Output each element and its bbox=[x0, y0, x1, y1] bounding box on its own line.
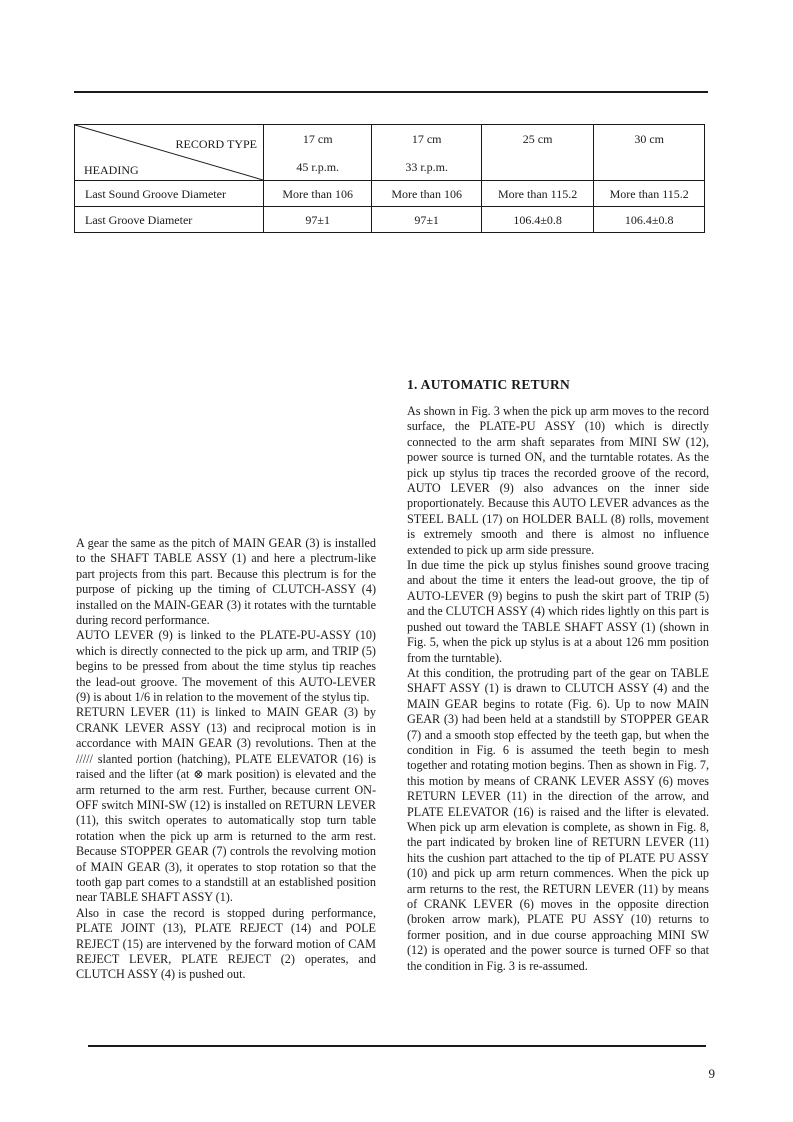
paragraph: At this condition, the protruding part of the gear on TABLE SHAFT ASSY (1) is drawn to CLUTCH ASSY (4) and the MAIN GEAR begins to rotate (Fig. 6). Up to now MAIN GEAR (3) had been held at a standstill by STOPPER GEAR (7) and a smooth stop effected by the teeth gap, but when the condition in Fig. 6 is assumed the teeth begin to mesh together and rotating motion begins. Then as shown in Fig. 7, this motion by means of CRANK LEVER ASSY (6) moves RETURN LEVER (11) in the direction of the arrow, and PLATE ELEVATOR (16) is raised and the lifter is elevated. When pick up arm elevation is complete, as shown in Fig. 8, the part indicated by broken line of RETURN LEVER (11) hits the cushion part attached to the tip of PLATE PU ASSY (10) and pick up arm return commences. When the pick up arm returns to the rest, the RETURN LEVER (11) by means of CRANK LEVER (6) moves in the opposite direction (broken arrow mark), PLATE PU ASSY (10) returns to former position, and in due course approaching MINI SW (12) is operated and the power source is turned OFF so that the condition in Fig. 3 is re-assumed. bbox=[407, 665, 709, 973]
table-cell: More than 115.2 bbox=[481, 181, 594, 207]
column-speed: 45 r.p.m. bbox=[296, 160, 340, 174]
table-cell: More than 115.2 bbox=[594, 181, 705, 207]
column-header bbox=[481, 125, 594, 181]
table-cell: 106.4±0.8 bbox=[594, 207, 705, 233]
column-size: 25 cm bbox=[522, 132, 553, 146]
bottom-rule bbox=[88, 1045, 706, 1047]
paragraph: AUTO LEVER (9) is linked to the PLATE-PU-ASSY (10) which is directly connected to the pick up arm, and TRIP (5) begins to be pressed from about the time stylus tip reaches the lead-out groove. The movement of this AUTO-LEVER (9) is about 1/6 in relation to the movement of the stylus tip. bbox=[76, 628, 376, 705]
table-cell: More than 106 bbox=[264, 181, 372, 207]
corner-record-type: RECORD TYPE bbox=[175, 137, 257, 151]
column-speed: 33 r.p.m. bbox=[405, 160, 448, 174]
column-size: 17 cm bbox=[411, 132, 442, 146]
table-corner-cell bbox=[75, 125, 264, 181]
record-type-table bbox=[74, 124, 705, 233]
paragraph: In due time the pick up stylus finishes sound groove tracing and about the time it enters the lead-out groove, the tip of AUTO-LEVER (9) begins to push the skirt part of TRIP (5) and the CLUTCH ASSY (4) which rides lightly on this part is pushed out toward the TABLE SHAFT ASSY (1) (shown in Fig. 5, when the pick up stylus is at a about 126 mm position from the turntable). bbox=[407, 558, 709, 665]
column-header bbox=[372, 125, 481, 181]
paragraph: As shown in Fig. 3 when the pick up arm moves to the record surface, the PLATE-PU ASSY (10) which is directly connected to the arm shaft separates from MINI SW (12), power source is turned ON, and the turntable rotates. As the pick up stylus tip traces the recorded groove of the record, AUTO LEVER (9) also advances on the inner side proportionately. Because this AUTO LEVER advances as the STEEL BALL (17) on HOLDER BALL (8) rolls, movement is extremely smooth and there is almost no influence extended to pick up arm side pressure. bbox=[407, 404, 709, 557]
section-heading: 1. AUTOMATIC RETURN bbox=[407, 377, 571, 392]
table-cell: More than 106 bbox=[372, 181, 481, 207]
paragraph: A gear the same as the pitch of MAIN GEAR (3) is installed to the SHAFT TABLE ASSY (1) and here a plectrum-like part projects from this part. Because this plectrum is for the purpose of picking up the timing of CLUTCH-ASSY (4) installed on the MAIN-GEAR (3) it rotates with the turntable during record performance. bbox=[76, 536, 376, 628]
column-size: 17 cm bbox=[302, 132, 333, 146]
right-column bbox=[407, 376, 709, 974]
table-cell: 97±1 bbox=[264, 207, 372, 233]
paragraph: RETURN LEVER (11) is linked to MAIN GEAR (3) by CRANK LEVER ASSY (13) and reciprocal motion is in accordance with MAIN GEAR (3) revolutions. Then at the ///// slanted portion (hatching), PLATE ELEVATOR (16) is raised and the lifter (at ⊗ mark position) is elevated and the arm returned to the arm rest. Further, because current ON-OFF switch MINI-SW (12) is installed on RETURN LEVER (11), this switch operates to automatically stop turn table rotation when the pick up arm is returned to the arm rest. Because STOPPER GEAR (7) controls the revolving motion of MAIN GEAR (3), it operates to stop rotation so that the tooth gap part comes to a standstill at an established position near TABLE SHAFT ASSY (1). bbox=[76, 705, 376, 905]
left-column bbox=[76, 536, 376, 983]
paragraph: Also in case the record is stopped during performance, PLATE JOINT (13), PLATE REJECT (14) and POLE REJECT (15) are intervened by the forward motion of CAM REJECT LEVER, PLATE REJECT (2) operates, and CLUTCH ASSY (4) is pushed out. bbox=[76, 905, 376, 982]
page-number: 9 bbox=[708, 1066, 715, 1081]
table-cell: 97±1 bbox=[372, 207, 481, 233]
table-header-row bbox=[75, 125, 705, 181]
table-row bbox=[75, 207, 705, 233]
row-label: Last Sound Groove Diameter bbox=[75, 181, 264, 207]
column-header bbox=[594, 125, 705, 181]
corner-heading: HEADING bbox=[84, 163, 139, 177]
table-row bbox=[75, 181, 705, 207]
column-size: 30 cm bbox=[634, 132, 665, 146]
column-header bbox=[264, 125, 372, 181]
row-label: Last Groove Diameter bbox=[75, 207, 264, 233]
top-rule bbox=[74, 91, 708, 93]
table-cell: 106.4±0.8 bbox=[481, 207, 594, 233]
